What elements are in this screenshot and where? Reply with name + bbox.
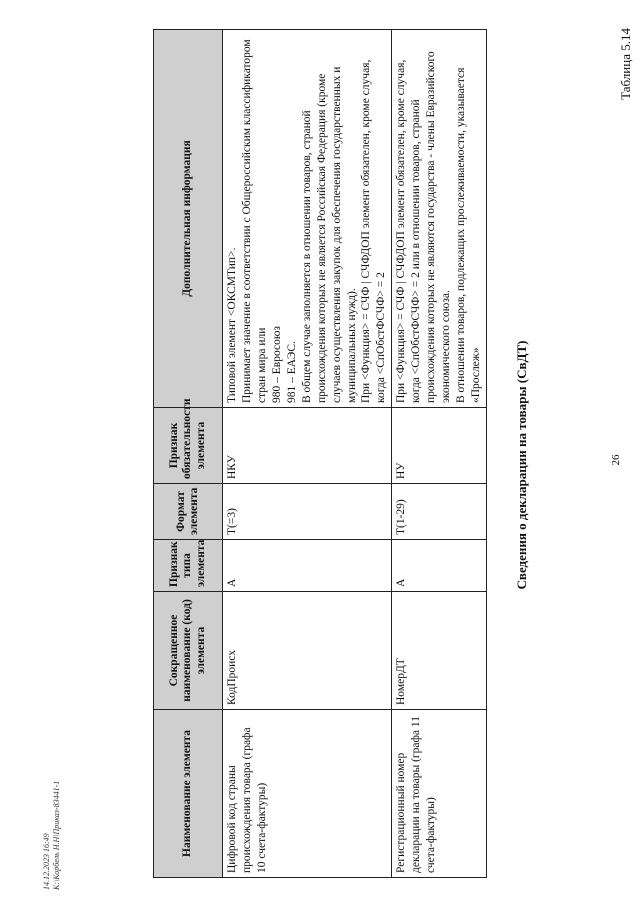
table-header-row <box>154 30 223 878</box>
header-cell: Дополнительная информация <box>154 30 223 408</box>
page-number: 26 <box>610 454 622 466</box>
declaration-table <box>153 29 487 878</box>
rotated-content <box>20 20 633 900</box>
header-cell: Формат элемента <box>154 484 223 540</box>
table-row <box>392 30 487 878</box>
element-type: А <box>223 540 392 592</box>
header-cell: Признак типа элемента <box>154 540 223 592</box>
info-line: Принимает значение в соответствии с Общероссийским классификатором стран мира или <box>240 39 268 403</box>
info-line: 981 – ЕАЭС. <box>285 341 298 403</box>
info-line: 980 – Евросоюз <box>270 326 283 403</box>
element-format: T(1-29) <box>392 484 487 540</box>
element-name: Регистрационный номер декларации на товары (графа 11 счета-фактуры) <box>392 710 487 878</box>
element-required: НУ <box>392 408 487 484</box>
table-caption: Сведения о декларации на товары (СвДТ) <box>514 340 529 590</box>
element-info <box>392 30 487 408</box>
element-info <box>223 30 392 408</box>
element-code: НомерДТ <box>392 592 487 710</box>
footer-timestamp: 14.12.2023 16:49 <box>42 833 51 890</box>
element-required: НКУ <box>223 408 392 484</box>
table-row <box>223 30 392 878</box>
table-number: Таблица 5.14 <box>618 28 633 100</box>
element-code: КодПроисх <box>223 592 392 710</box>
header-cell: Сокращенное наименование (код) элемента <box>154 592 223 710</box>
info-line: При <Функция> = СЧФ | СЧФДОП элемент обязателен, кроме случая, когда <СпОбстФСЧФ> = 2 <box>360 59 388 403</box>
file-footer <box>42 781 62 890</box>
info-line: Типовой элемент <ОКСМТип>. <box>226 247 238 403</box>
info-line: В отношении товаров, подлежащих прослеживаемости, указывается «Прослеж» <box>455 67 482 403</box>
element-name: Цифровой код страны происхождения товара (графа 10 счета-фактуры) <box>223 710 392 878</box>
element-format: T(=3) <box>223 484 392 540</box>
info-line: При <Функция> = СЧФ | СЧФДОП элемент обязателен, кроме случая, когда <СпОбстФСЧФ> = 2 или в отношении товаров, страной происхождения которых не являются государства - члены Евразийского экономического союза. <box>395 51 453 403</box>
header-cell: Наименование элемента <box>154 710 223 878</box>
footer-path: К:\Корбель Н.Н\Приказ-83441-1 <box>52 780 61 890</box>
header-cell: Признак обязательности элемента <box>154 408 223 484</box>
info-line: В общем случае заполняется в отношении товаров, страной происхождения которых не является Российская Федерация (кроме случаев осуществления закупок для обеспечения государственных и муниципальных нужд). <box>300 66 358 403</box>
element-type: А <box>392 540 487 592</box>
